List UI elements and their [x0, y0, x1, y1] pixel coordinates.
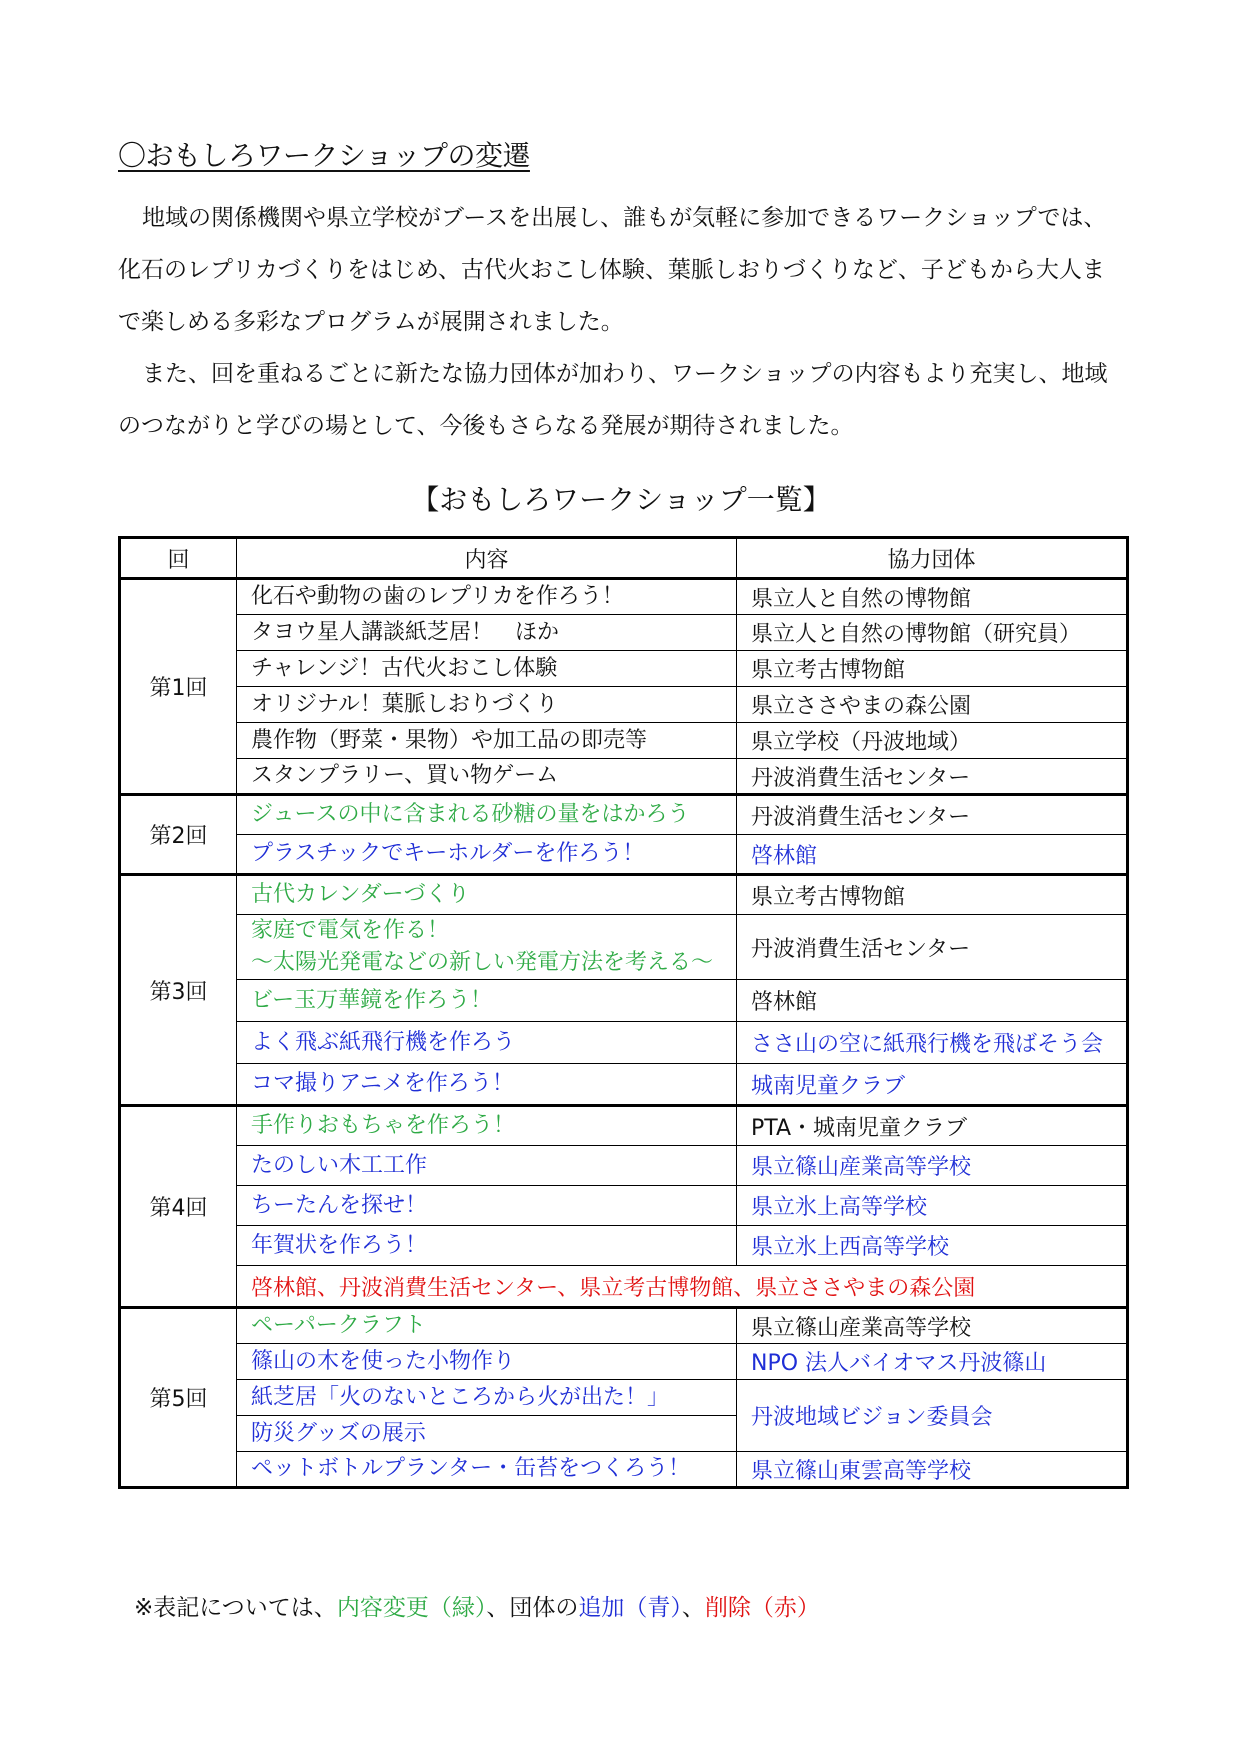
content-line: 農作物（野菜・果物）や加工品の即売等	[251, 727, 648, 753]
table-body	[120, 579, 1128, 1488]
org-cell: 城南児童クラブ	[737, 1064, 1128, 1106]
content-cell	[237, 1064, 737, 1106]
org-cell: 丹波消費生活センター	[737, 795, 1128, 835]
content-cell	[237, 915, 737, 980]
round-label: 第1回	[120, 579, 237, 795]
table-row	[120, 1106, 1128, 1146]
org-cell: NPO 法人バイオマス丹波篠山	[737, 1344, 1128, 1380]
content-cell	[237, 980, 737, 1022]
table-row	[120, 875, 1128, 915]
content-line: たのしい木工工作	[251, 1152, 428, 1178]
table-header-row	[120, 538, 1128, 579]
content-line: ジュースの中に含まれる砂糖の量をはかろう	[251, 802, 690, 827]
table-row	[120, 1344, 1128, 1380]
org-cell: PTA・城南児童クラブ	[737, 1106, 1128, 1146]
workshop-table	[118, 536, 1129, 1489]
org-cell: 丹波消費生活センター	[737, 915, 1128, 980]
note-sep-1: 、団体の	[486, 1595, 579, 1621]
page-heading: 〇おもしろワークショップの変遷	[118, 139, 530, 172]
note-sep-2: 、	[681, 1595, 705, 1621]
note-blue-label: 追加（青）	[578, 1595, 682, 1621]
content-line: 防災グッズの展示	[251, 1420, 426, 1446]
org-cell: 丹波地域ビジョン委員会	[737, 1380, 1128, 1452]
table-row	[120, 1226, 1128, 1266]
table-row	[120, 1380, 1128, 1416]
org-cell: 県立学校（丹波地域）	[737, 723, 1128, 759]
intro-paragraph-2: また、回を重ねるごとに新たな協力団体が加わり、ワークショップの内容もより充実し、地域のつながりと学びの場として、今後もさらなる発展が期待されました。	[118, 361, 1108, 439]
deleted-orgs-cell: 啓林館、丹波消費生活センター、県立考古博物館、県立ささやまの森公園	[237, 1266, 1128, 1308]
content-cell	[237, 1146, 737, 1186]
table-row	[120, 1022, 1128, 1064]
org-cell: 県立ささやまの森公園	[737, 687, 1128, 723]
header-round: 回	[120, 538, 237, 579]
content-cell	[237, 875, 737, 915]
header-content: 内容	[237, 538, 737, 579]
content-cell	[237, 1344, 737, 1380]
content-line: 古代カレンダーづくり	[251, 882, 470, 907]
content-cell	[237, 579, 737, 615]
table-row	[120, 1308, 1128, 1344]
org-cell: ささ山の空に紙飛行機を飛ばそう会	[737, 1022, 1128, 1064]
content-line: スタンプラリー、買い物ゲーム	[251, 763, 559, 788]
table-title: 【おもしろワークショップ一覧】	[411, 483, 831, 516]
content-line: ～太陽光発電などの新しい発電方法を考える～	[251, 950, 714, 975]
round-label: 第5回	[120, 1308, 237, 1488]
table-row	[120, 1146, 1128, 1186]
content-cell	[237, 1022, 737, 1064]
org-cell: 啓林館	[737, 835, 1128, 875]
table-row	[120, 1186, 1128, 1226]
round-label: 第4回	[120, 1106, 237, 1308]
org-cell: 県立人と自然の博物館（研究員）	[737, 615, 1128, 651]
table-row	[120, 915, 1128, 980]
content-cell	[237, 759, 737, 795]
content-cell	[237, 687, 737, 723]
content-line: 年賀状を作ろう！	[251, 1232, 428, 1258]
legend-note	[134, 1590, 820, 1626]
content-cell	[237, 1106, 737, 1146]
table-row	[120, 980, 1128, 1022]
content-line: コマ撮りアニメを作ろう！	[251, 1071, 514, 1096]
content-line: ビー玉万華鏡を作ろう！	[251, 987, 493, 1013]
content-line: ちーたんを探せ！	[251, 1192, 428, 1218]
table-row	[120, 795, 1128, 835]
content-cell	[237, 1186, 737, 1226]
note-green-label: 内容変更（緑）	[336, 1595, 487, 1621]
org-cell: 県立氷上高等学校	[737, 1186, 1128, 1226]
content-cell	[237, 795, 737, 835]
org-cell: 県立人と自然の博物館	[737, 579, 1128, 615]
table-row	[120, 835, 1128, 875]
content-cell	[237, 1452, 737, 1488]
content-line: プラスチックでキーホルダーを作ろう！	[251, 841, 645, 866]
table-row	[120, 723, 1128, 759]
content-cell	[237, 723, 737, 759]
content-line: 化石や動物の歯のレプリカを作ろう！	[251, 584, 624, 609]
org-cell: 丹波消費生活センター	[737, 759, 1128, 795]
round-label: 第3回	[120, 875, 237, 1106]
content-line: タヨウ星人講談紙芝居！ ほか	[251, 619, 560, 645]
table-row	[120, 615, 1128, 651]
org-cell: 県立篠山産業高等学校	[737, 1308, 1128, 1344]
content-cell	[237, 835, 737, 875]
org-cell: 県立考古博物館	[737, 875, 1128, 915]
content-line: ペーパークラフト	[251, 1313, 426, 1338]
intro-paragraph-1: 地域の関係機関や県立学校がブースを出展し、誰もが気軽に参加できるワークショップでは、化石のレプリカづくりをはじめ、古代火おこし体験、葉脈しおりづくりなど、子どもから大人まで楽しめる多彩なプログラムが展開されました。	[118, 205, 1107, 335]
table-row	[120, 1452, 1128, 1488]
org-cell: 県立篠山産業高等学校	[737, 1146, 1128, 1186]
content-cell	[237, 615, 737, 651]
table-row	[120, 759, 1128, 795]
content-line: 篠山の木を使った小物作り	[251, 1348, 516, 1374]
org-cell: 県立氷上西高等学校	[737, 1226, 1128, 1266]
table-row	[120, 579, 1128, 615]
content-line: オリジナル！葉脈しおりづくり	[251, 691, 558, 717]
table-row	[120, 1064, 1128, 1106]
content-line: ペットボトルプランター・缶苔をつくろう！	[251, 1456, 691, 1481]
content-cell	[237, 651, 737, 687]
content-line: 紙芝居「火のないところから火が出た！」	[251, 1384, 670, 1410]
table-row-deleted	[120, 1266, 1128, 1308]
header-org: 協力団体	[737, 538, 1128, 579]
content-line: 家庭で電気を作る！	[251, 918, 450, 943]
content-line: チャレンジ！古代火おこし体験	[251, 655, 558, 681]
org-cell: 県立考古博物館	[737, 651, 1128, 687]
content-line: 手作りおもちゃを作ろう！	[251, 1113, 516, 1138]
round-label: 第2回	[120, 795, 237, 875]
content-cell	[237, 1226, 737, 1266]
org-cell: 県立篠山東雲高等学校	[737, 1452, 1128, 1488]
org-cell: 啓林館	[737, 980, 1128, 1022]
note-red-label: 削除（赤）	[704, 1595, 820, 1621]
note-prefix: ※表記については、	[134, 1595, 337, 1621]
content-cell	[237, 1380, 737, 1416]
table-row	[120, 651, 1128, 687]
content-cell	[237, 1308, 737, 1344]
table-row	[120, 687, 1128, 723]
content-line: よく飛ぶ紙飛行機を作ろう	[251, 1029, 516, 1055]
content-cell	[237, 1416, 737, 1452]
